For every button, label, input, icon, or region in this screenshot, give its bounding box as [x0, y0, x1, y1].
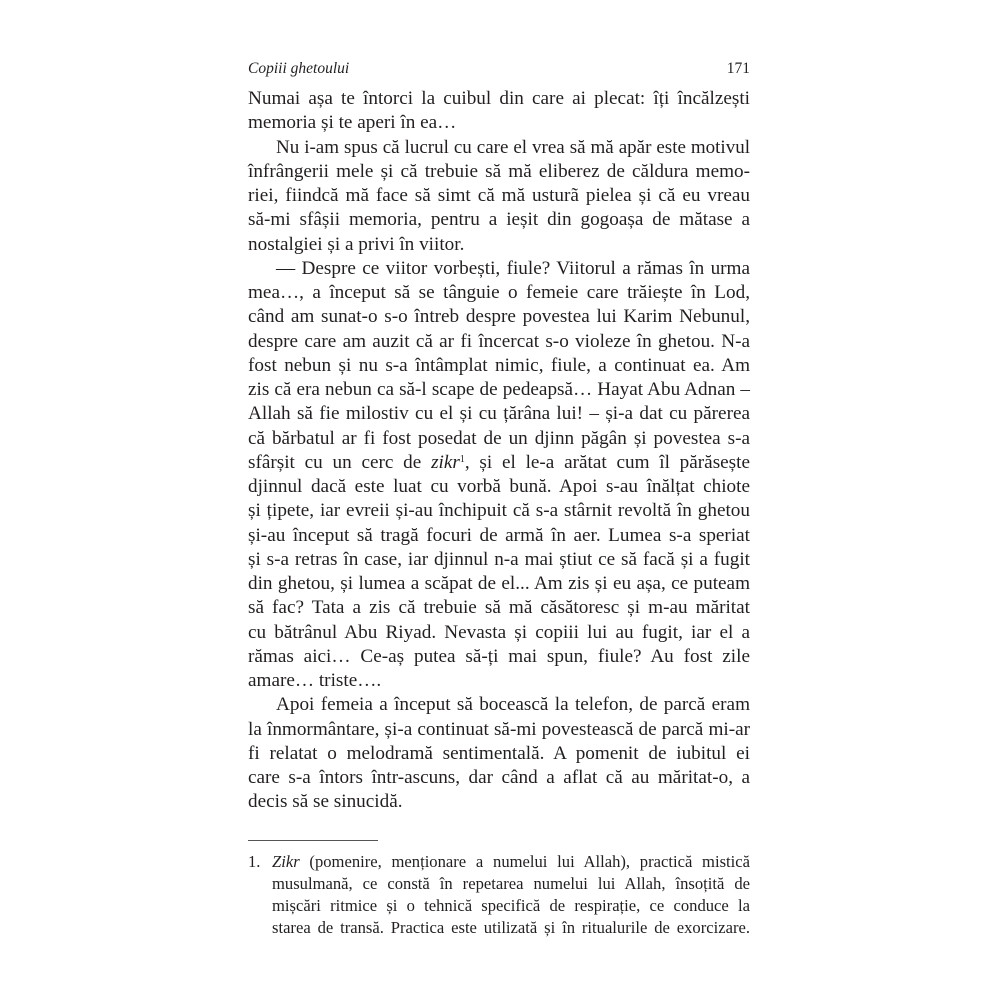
text-line: — Despre ce viitor vorbești, fiule? Viitorul a rămas în urma [276, 257, 750, 279]
text-line: și-au început să tragă focuri de armă în aer. Lumea s-a speriat [248, 524, 750, 546]
text-line: înfrângerii mele și că trebuie să mă eliberez de căldura memo- [248, 160, 750, 182]
text-fragment: sfârșit cu un cerc de [248, 451, 432, 473]
text-fragment: , și el le-a arătat cum îl părăsește [464, 451, 750, 473]
text-line: cu bătrânul Abu Riyad. Nevasta și copiii lui au fugit, iar el a [248, 621, 750, 643]
text-line: că bărbatul ar fi fost posedat de un djinn păgân și povestea s-a [248, 427, 750, 449]
footnote-text: (pomenire, menționare a numelui lui Allah), practică mistică [299, 852, 750, 871]
text-line: amare… triste…. [248, 670, 382, 691]
footnote-term: Zikr [272, 852, 300, 871]
text-line: djinnul dacă este luat cu vorbă bună. Apoi s-au înălțat chiote [248, 476, 750, 497]
footnote-line: mișcări ritmice și o tehnică specifică de respirație, ce conduce la [272, 896, 750, 915]
text-line: decis să se sinucidă. [248, 791, 403, 813]
footnote-line: starea de transă. Practica este utilizată și în ritualurile de exorcizare. [272, 918, 750, 937]
running-title: Copiii ghetoului [248, 60, 350, 77]
text-line: fi relatat o melodramă sentimentală. A pomenit de iubitul ei [248, 742, 750, 764]
text-line: fost nebun și nu s-a întâmplat nimic, fiule, a continuat ea. Am [248, 354, 750, 376]
text-line: și țipete, iar evreii și-au închipuit că s-a stârnit revoltă în ghetou [248, 500, 750, 522]
text-line: rămas aici… Ce-aș putea să-ți mai spun, fiule? Au fost zile [248, 645, 750, 667]
footnote-line [248, 851, 750, 873]
text-line: Apoi femeia a început să bocească la telefon, de parcă eram [276, 694, 750, 716]
text-line: Allah să fie milostiv cu el și cu țărâna lui! – și-a dat cu părerea [248, 403, 750, 425]
text-line: și s-a retras în case, iar djinnul n-a mai știut ce să facă și a fugit [248, 548, 750, 570]
footnote-line: musulmană, ce constă în repetarea numelui lui Allah, însoțită de [272, 874, 750, 893]
footnote-reference[interactable]: 1 [459, 453, 465, 465]
text-line: zis că era nebun ca să-l scape de pedeapsă… Hayat Abu Adnan – [248, 379, 750, 400]
text-line: din ghetou, și lumea a scăpat de el... Am zis și eu așa, ce puteam [248, 573, 750, 594]
text-line: Numai așa te întorci la cuibul din care ai plecat: îți încălzești [248, 88, 750, 109]
text-line: despre care am auzit că ar fi încercat s-o violeze în ghetou. N-a [248, 330, 750, 352]
footnote-separator [248, 840, 378, 841]
text-line: memoria și te aperi în ea… [248, 112, 457, 134]
text-line: să-mi sfâșii memoria, pentru a ieșit din gogoașa de mătase a [248, 209, 750, 231]
text-line: mea…, a început să se tânguie o femeie care trăiește în Lod, [248, 282, 750, 303]
text-line: când am sunat-o s-o întreb despre povestea lui Karim Nebunul, [248, 306, 750, 328]
text-line: să fac? Tata a zis că trebuie să mă căsătoresc și m-au măritat [248, 597, 750, 619]
text-line: Nu i-am spus că lucrul cu care el vrea să mă apăr este motivul [276, 136, 750, 158]
page-number: 171 [726, 60, 750, 77]
text-line: nostalgiei și a privi în viitor. [248, 233, 465, 255]
footnotes [248, 851, 750, 939]
text-line: care s-a întors într-ascuns, dar când a aflat că au măritat-o, a [248, 767, 750, 788]
book-page [248, 0, 750, 1000]
footnote-number: 1. [248, 852, 261, 871]
text-line: riei, fiindcă mă face să simt că mă usturã pielea și că eu vreau [248, 185, 750, 206]
italic-term: zikr [431, 451, 460, 473]
text-line-with-footnote-ref [248, 451, 750, 475]
text-line: la înmormântare, și-a continuat să-mi povestească de parcă mi-ar [248, 718, 750, 740]
running-header [248, 60, 750, 84]
body-text [248, 87, 750, 815]
